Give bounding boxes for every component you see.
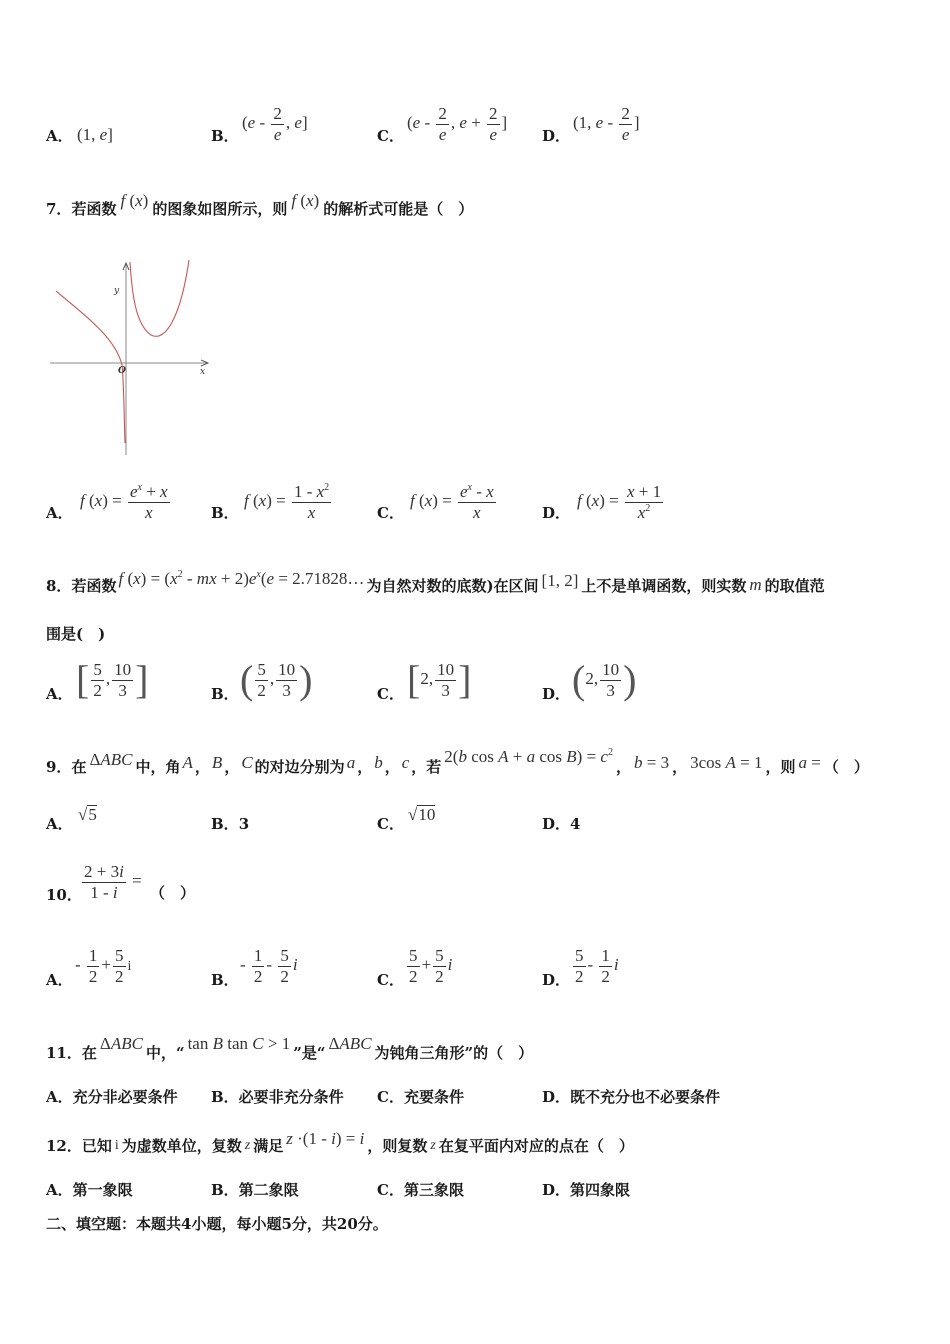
q6-option-a-label: A． xyxy=(46,127,73,145)
q12-option-d: D．第四象限 xyxy=(542,1181,631,1199)
q10-option-d-label: D． xyxy=(542,971,571,989)
q7-stem: 7．若函数 f (x) 的图象如图所示，则 f (x) 的解析式可能是（ ） xyxy=(46,191,474,218)
q6-option-d-label: D． xyxy=(542,127,571,145)
q9-stem: 9．在 ΔABC 中，角 A ， B ， C 的对边分别为 a ， b ， c ，若2(b cos A + a $\cos B) = c^2$， b = 3 ， 3cos A = 1 ，则 a = （ ） xyxy=(46,747,869,776)
graph-origin-label: O xyxy=(118,366,126,376)
q10-option-a-label: A． xyxy=(46,971,73,989)
graph-x-label: x xyxy=(200,367,206,377)
q11-option-b: B．必要非充分条件 xyxy=(211,1088,344,1106)
q9-option-c-math: √10 xyxy=(408,805,436,824)
q8-option-a-label: A． xyxy=(46,685,73,703)
graph-right-branch xyxy=(130,260,189,336)
q7-option-c-label: C． xyxy=(377,504,404,522)
q9-option-a-label: A． xyxy=(46,815,73,833)
q7-option-b-math: f (x) = $\frac{1 - x^2}{x}$ xyxy=(244,482,330,522)
q6-option-c-label: C． xyxy=(377,127,404,145)
q8-stem-line1: 8．若函数 f $(x) = (x^2$ - mx + $2)e^x(e$ = 2.71828… 为自然对数的底数)在区间 [1, 2] 上不是单调函数，则实数 m 的取值范 xyxy=(46,569,825,595)
q7-option-d-label: D． xyxy=(542,504,571,522)
q10-option-b-label: B． xyxy=(211,971,239,989)
q8-stem-line2: 围是( ) xyxy=(46,625,106,643)
q7-function-graph xyxy=(46,255,216,460)
section-2-heading: 二、填空题：本题共4小题，每小题5分，共20分。 xyxy=(46,1215,388,1233)
q8-option-d-label: D． xyxy=(542,685,571,703)
q11-option-d: D．既不充分也不必要条件 xyxy=(542,1088,721,1106)
q11-stem: 11．在 ΔABC 中，“ tan B tan C > 1 ”是“ ΔABC 为钝角三角形”的（ ） xyxy=(46,1034,534,1062)
q9-option-a-math: √5 xyxy=(78,805,97,824)
q8-option-b-math: ( $\frac{5}{2}$ , $\frac{10}{3}$ ) xyxy=(240,657,313,703)
q10-bracket: （ ） xyxy=(150,884,196,902)
q11-option-a: A．充分非必要条件 xyxy=(46,1088,178,1106)
q7-option-a-label: A． xyxy=(46,504,73,522)
q11-option-c: C．充要条件 xyxy=(377,1088,464,1106)
q12-stem: 12．已知 i 为虚数单位，复数 z 满足 z ·(1 - i) = i ，则复数 z 在复平面内对应的点在（ ） xyxy=(46,1129,634,1155)
q10-expression: $\frac{2 + 3i}{1 - i}$ = xyxy=(84,862,142,902)
q6-option-b-math: (e - $\frac{2}{e}$ , e] xyxy=(242,104,308,144)
q8-option-c-math: [2, $\frac{10}{3}$ ] xyxy=(407,657,472,703)
q12-option-c: C．第三象限 xyxy=(377,1181,464,1199)
graph-y-label: y xyxy=(114,286,120,296)
graph-left-branch xyxy=(56,291,125,443)
q10-option-a-math: - $\frac{1}{2}$ + $\frac{5}{2}$ i xyxy=(75,946,132,986)
q10-option-c-label: C． xyxy=(377,971,404,989)
q9-option-c-label: C． xyxy=(377,815,404,833)
q6-option-c-math: (e - $\frac{2}{e}$ , e + $\frac{2}{e}$ ] xyxy=(407,104,508,144)
q10-option-d-math: $\frac{5}{2}$ - $\frac{1}{2}$ i xyxy=(575,946,619,986)
q8-option-c-label: C． xyxy=(377,685,404,703)
q7-option-a-math: f (x) = $\frac{e^x + x}{x}$ xyxy=(80,482,168,522)
q6-option-b-label: B． xyxy=(211,127,239,145)
q6-option-d-math: (1, e - $\frac{2}{e}$ ] xyxy=(573,104,640,144)
q10-option-b-math: - $\frac{1}{2}$ - $\frac{5}{2}$ i xyxy=(240,946,298,986)
q8-option-d-math: (2, $\frac{10}{3}$ ) xyxy=(572,657,637,703)
q7-option-d-math: f (x) = $\frac{x + 1}{x^2}$ xyxy=(577,482,662,522)
q6-option-a-math: (1, e] xyxy=(77,125,113,144)
q8-option-b-label: B． xyxy=(211,685,239,703)
q12-option-a: A．第一象限 xyxy=(46,1181,133,1199)
q7-option-b-label: B． xyxy=(211,504,239,522)
q12-option-b: B．第二象限 xyxy=(211,1181,299,1199)
q7-option-c-math: f (x) = $\frac{e^x - x}{x}$ xyxy=(410,482,494,522)
q8-option-a-math: [ $\frac{5}{2}$ , $\frac{10}{3}$ ] xyxy=(76,657,149,703)
q9-option-b: B．3 xyxy=(211,815,250,833)
q10-option-c-math: $\frac{5}{2}$ + $\frac{5}{2}$ i xyxy=(409,946,453,986)
q10-number: 10． xyxy=(46,886,82,904)
q9-option-d: D．4 xyxy=(542,815,581,833)
